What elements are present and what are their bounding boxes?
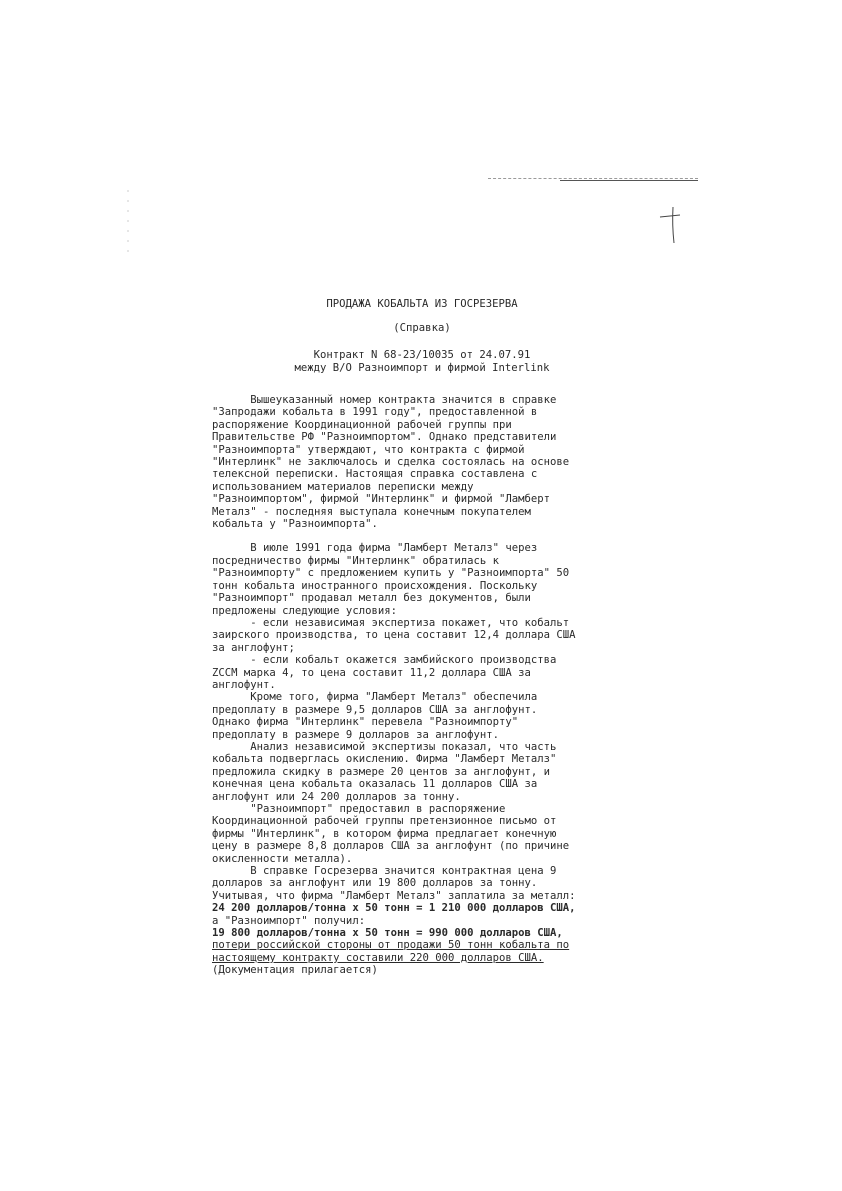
- calculation-paid: 24 200 долларов/тонна x 50 тонн = 1 210 000 долларов США,: [212, 902, 576, 915]
- body-line: Вышеуказанный номер контракта значится в справке: [212, 394, 557, 406]
- body-line: окисленности металла).: [212, 852, 353, 865]
- document-subtitle: (Справка): [393, 322, 451, 334]
- body-line: предоплату в размере 9 долларов за англофунт.: [212, 728, 500, 741]
- body-line: долларов за англофунт или 19 800 долларов за тонну.: [212, 877, 538, 890]
- body-line: Координационной рабочей группы претензионное письмо от: [212, 815, 557, 828]
- contract-number: Контракт N 68-23/10035 от 24.07.91: [313, 349, 531, 361]
- body-line: Кроме того, фирма "Ламберт Металз" обеспечила: [212, 691, 538, 704]
- body-line: посредничество фирмы "Интерлинк" обратилась к: [212, 554, 500, 567]
- document-title: ПРОДАЖА КОБАЛЬТА ИЗ ГОСРЕЗЕРВА: [326, 298, 518, 310]
- body-line: - если независимая экспертиза покажет, что кобальт: [212, 616, 570, 629]
- body-line: распоряжение Координационной рабочей группы при: [212, 418, 512, 431]
- body-line: предоплату в размере 9,5 долларов США за англофунт.: [212, 703, 538, 716]
- body-line: "Разноимпорта" утверждают, что контракта с фирмой: [212, 443, 525, 456]
- body-line: Металз" - последняя выступала конечным покупателем: [212, 505, 531, 518]
- body-line: Однако фирма "Интерлинк" перевела "Разноимпорту": [212, 716, 519, 729]
- body-line: конечная цена кобальта оказалась 11 долларов США за: [212, 778, 538, 791]
- body-line: фирмы "Интерлинк", в котором фирма предлагает конечную: [212, 827, 557, 840]
- body-line: использованием материалов переписки между: [212, 480, 474, 493]
- body-line: В июле 1991 года фирма "Ламберт Металз" через: [212, 542, 538, 555]
- body-line: англофунт.: [212, 678, 276, 691]
- calculation-received: 19 800 долларов/тонна x 50 тонн = 990 000 долларов США,: [212, 927, 563, 940]
- body-line: "Разноимпорту" с предложением купить у "Разноимпорта" 50: [212, 567, 570, 580]
- calculation-intro: а "Разноимпорт" получил:: [212, 914, 366, 927]
- contract-parties: между В/О Разноимпорт и фирмой Interlink: [294, 362, 550, 374]
- scan-artifact-line: [488, 178, 698, 179]
- body-line: "Разноимпорт" предоставил в распоряжение: [212, 803, 506, 815]
- body-line: ZCCM марка 4, то цена составит 11,2 доллара США за: [212, 666, 531, 679]
- body-line: Анализ независимой экспертизы показал, что часть: [212, 740, 557, 753]
- body-line: за англофунт;: [212, 641, 295, 654]
- body-line: кобальта у "Разноимпорта".: [212, 518, 378, 531]
- body-line: тонн кобальта иностранного происхождения. Поскольку: [212, 579, 538, 592]
- handwritten-mark: [658, 205, 688, 245]
- footer-note: (Документация прилагается): [212, 964, 378, 977]
- body-line: "Разноимпортом", фирмой "Интерлинк" и фирмой "Ламберт: [212, 493, 551, 506]
- body-line: "Разноимпорт" продавал металл без документов, были: [212, 592, 531, 605]
- body-line: В справке Госрезерва значится контрактная цена 9: [212, 865, 557, 878]
- body-line: кобальта подверглась окислению. Фирма "Ламберт Металз": [212, 753, 557, 766]
- body-line: цену в размере 8,8 долларов США за англофунт (по причине: [212, 840, 570, 853]
- paragraph-gap: [212, 530, 642, 542]
- body-line: предложила скидку в размере 20 центов за англофунт, и: [212, 765, 551, 778]
- body-line: Учитывая, что фирма "Ламберт Металз" заплатила за металл:: [212, 889, 576, 902]
- scan-artifact-line-solid: [560, 180, 698, 181]
- body-line: "Интерлинк" не заключалось и сделка состоялась на основе: [212, 456, 570, 469]
- body-line: Правительстве РФ "Разноимпортом". Однако представители: [212, 431, 557, 444]
- loss-statement-line: настоящему контракту составили 220 000 долларов США.: [212, 951, 544, 964]
- body-line: телексной переписки. Настоящая справка составлена с: [212, 468, 538, 481]
- scan-artifact-dots: [126, 190, 130, 260]
- loss-statement-line: потери российской стороны от продажи 50 тонн кобальта по: [212, 939, 570, 952]
- document-body: [212, 394, 642, 977]
- body-line: предложены следующие условия:: [212, 604, 397, 617]
- body-line: "Запродажи кобальта в 1991 году", предоставленной в: [212, 406, 538, 419]
- body-line: англофунт или 24 200 долларов за тонну.: [212, 790, 461, 803]
- body-line: - если кобальт окажется замбийского производства: [212, 654, 557, 667]
- body-line: заирского производства, то цена составит 12,4 доллара США: [212, 629, 576, 642]
